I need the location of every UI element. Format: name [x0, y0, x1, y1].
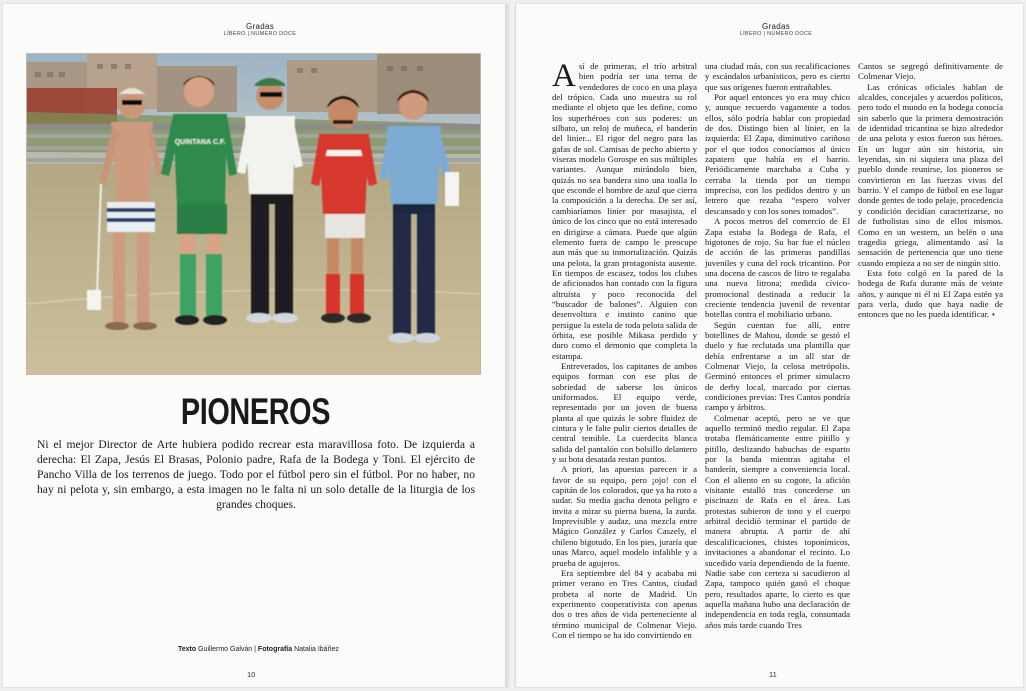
standfirst: Ni el mejor Director de Arte hubiera podido recrear esta maravillosa foto. De izquierda a derecha: El Zapa, Jesús El Brasas, Polonio padre, Rafa de la Bodega y Toni. El ejército de Pancho Villa de los terrenos de juego. Todo por el fútbol pero sin el fútbol. Por no haber, no hay ni pelota y, sin embargo, a esta imagen no le falta ni un solo detalle de la liturgia de los grandes choques. — [37, 438, 475, 511]
end-mark: • — [991, 311, 996, 320]
paragraph-text: Esta foto colgó en la pared de la bodega de Rafa durante más de veinte años, y aunque ni él ni El Zapa estén ya para verla, dudo que haya nadie de entonces que no les pueda identificar. — [858, 267, 1003, 320]
credit-photo-author: Natalia Ibáñez — [294, 646, 339, 653]
page-number-left: 10 — [247, 670, 256, 679]
headline: PIONEROS — [180, 391, 331, 432]
article-paragraph: A pocos metros del comercio de El Zapa estaba la Bodega de Rafa, el bigotones de rojo. Su bar fue el núcleo de acción de las primeras pandillas juveniles y cuna del rock tricantino. Por una docena de cascos de litro te regalaba una nueva litrona; medida cívico-promocional destinada a reducir la creciente tendencia juvenil de reventar botellas contra el mobiliario urbano. — [705, 216, 850, 320]
article-paragraph: Era septiembre del 84 y acababa mi primer verano en Tres Cantos, ciudad probeta al norte de Madrid. Un experimento cooperativista con apenas dos o tres años de vida perteneciente al término municipal de Colmenar Viejo. Con el tiempo se ha ido convirtiendo en — [552, 567, 697, 640]
running-head-left — [200, 22, 320, 37]
credit-text-author: Guillermo Galván — [198, 646, 253, 653]
article-column-3 — [858, 61, 1003, 361]
credit-separator: | — [254, 646, 256, 653]
article-paragraph: Por aquel entonces yo era muy chico y, aunque recuerdo vagamente a todos ellos, sólo podría hablar con propiedad de dos. Distingo bien al linier, en la izquierda: El Zapa, diminutivo cariñoso por el que todos conocíamos al único zapatero que había en el barrio. Periódicamente marchaba a Cuba y cerraba la tienda por un tiempo impreciso, con los pedidos dentro y un letrero que rezaba “espero volver descansado y con los sones tomados”. — [705, 92, 850, 216]
article-paragraph: Cantos se segregó definitivamente de Colmenar Viejo. — [858, 61, 1003, 82]
team-photo-illustration — [27, 54, 480, 374]
running-head-title: Gradas — [245, 22, 275, 31]
paragraph-text: sí de primeras, el trío arbitral bien podría ser una terna de vendedores de coco en una playa del trópico. Cada uno muestra su rol mediante el objeto que les define, como los superhéroes con sus poderes: un silbato, un reloj de muñeca, el banderín del linier... El rigor del negro para las gafas de sol. Camisas de pecho abierto y viseras modelo Gorospe en sus múltiples variantes. Aunque mirándolo bien, quizás no sea bandera sino una toalla lo que esconde el hombre de azul que cierra la composición a la derecha. De ser así, cambiaríamos linier por masajista, el único de los cinco que no está interesado en dirigirse a cámara. Puede que algún elemento fuera de campo le preocupe aun más que su inmortalización. Quizás una pelota, la gran protagonista ausente. En tiempos de escasez, todos los clubes de aficionados han contado con la figura altruista y poco reconocida del “buscador de balones”. Alguien con desenvoltura e instinto canino que persigue la estela de toda pelota salida de órbita, ese posible Mikasa perdido y duro como el demonio que completa la estampa. — [552, 61, 697, 361]
article-paragraph — [858, 268, 1003, 321]
article-column-2 — [705, 61, 850, 657]
team-photo — [26, 53, 481, 375]
right-page — [516, 4, 1023, 687]
running-head-subtitle: LÍBERO | NÚMERO DOCE — [739, 31, 813, 37]
article-paragraph — [552, 61, 697, 361]
credits — [178, 646, 339, 653]
article-column-1 — [552, 61, 697, 657]
article-paragraph: Colmenar aceptó, pero se ve que aquello terminó medio regular. El Zapa trotaba flemáticamente entre pitillo y pitillo, deslizando babuchas de esparto por la banda mientras agitaba el banderín, siempre a conveniencia local. Con el aliento en su cogote, la afición visitante estalló tras concederse un piscinazo de Rafa en el área. Las protestas subieron de tono y el cuerpo arbitral decidió terminar el partido de manera abrupta. A partir de ahí descalificaciones, chistes toponímicos, invitaciones a abandonar el recinto. Lo sucedido varía dependiendo de la fuente. Nadie sabe con certeza si sacudieron al Zapa, tampoco quién ganó el choque pero, resultados aparte, lo cierto es que aquella mañana hubo una declaración de independencia en toda regla, consumada años más tarde cuando Tres — [705, 412, 850, 630]
article-paragraph: una ciudad más, con sus recalificaciones y escándalos urbanísticos, pero es cierto que sus orígenes fueron entrañables. — [705, 61, 850, 92]
running-head-subtitle: LÍBERO | NÚMERO DOCE — [223, 31, 297, 37]
credit-text-label: Texto — [178, 646, 197, 653]
article-paragraph: Según cuentan fue allí, entre botellines de Mahou, donde se gestó el duelo y fue reclutada una plantilla que debía enfrentarse a un all star de Colmenar Viejo, la celosa metrópolis. Germinó entonces el primer simulacro de derby local, marcado por ciertas condiciones previas: Tres Cantos pondría campo y árbitros. — [705, 319, 850, 413]
left-page — [3, 4, 508, 687]
running-head-title: Gradas — [761, 22, 791, 31]
article-paragraph: Entreverados, los capitanes de ambos equipos forman con ese plus de sobriedad de saberse los únicos uniformados. El equipo verde, representado por un joven de buena planta al que quizás le sobre fluidez de cintura y le falte pulir ciertos detalles de central temible. La cuerdecita blanca salida del pantalón con bolsillo delantero y su bota desatada restan puntos. — [552, 360, 697, 465]
shirt-lettering: QUINTANA C.F. — [174, 139, 226, 146]
credit-photo-label: Fotografía — [257, 646, 293, 653]
page-number-right: 11 — [769, 670, 777, 679]
running-head-right — [716, 22, 836, 37]
drop-cap: A — [552, 61, 576, 94]
article-paragraph: A priori, las apuestas parecen ir a favor de su equipo, pero ¡ojo! con el capitán de los colorados, que ya ha roto a sudar. Su media gacha denota peligro e invita a mirar su pierna buena, la zurda. Imprevisible y audaz, una mezcla entre Mágico González y Carlos Caszely, el chileno bigotudo. En los pies, juraría que unas Marco, aquel modelo infalible y a prueba de agujeros. — [552, 464, 697, 568]
article-paragraph: Las crónicas oficiales hablan de alcaldes, concejales y acuerdos políticos, pero todo el mundo en la bodega conocía sin saberlo que la primera demostración de identidad tricantina se hizo alrededor de una pelota y estos fueron sus héroes. En un lugar aún sin historia, sin leyendas, sin ni siquiera una plaza del pueblo donde reunirse, los pioneros se convirtieron en las fuerzas vivas del barrio. Y el campo de fútbol en ese lugar donde gentes de todo pelaje, procedencia y condición decidían caracterizarse, no de futbolistas sino de ellos mismos. Como en un western, un belén o una tragedia griega, alimentando así la sensación de pertenencia que uno tiene cuando empieza a no ser de ningún sitio. — [858, 81, 1003, 268]
